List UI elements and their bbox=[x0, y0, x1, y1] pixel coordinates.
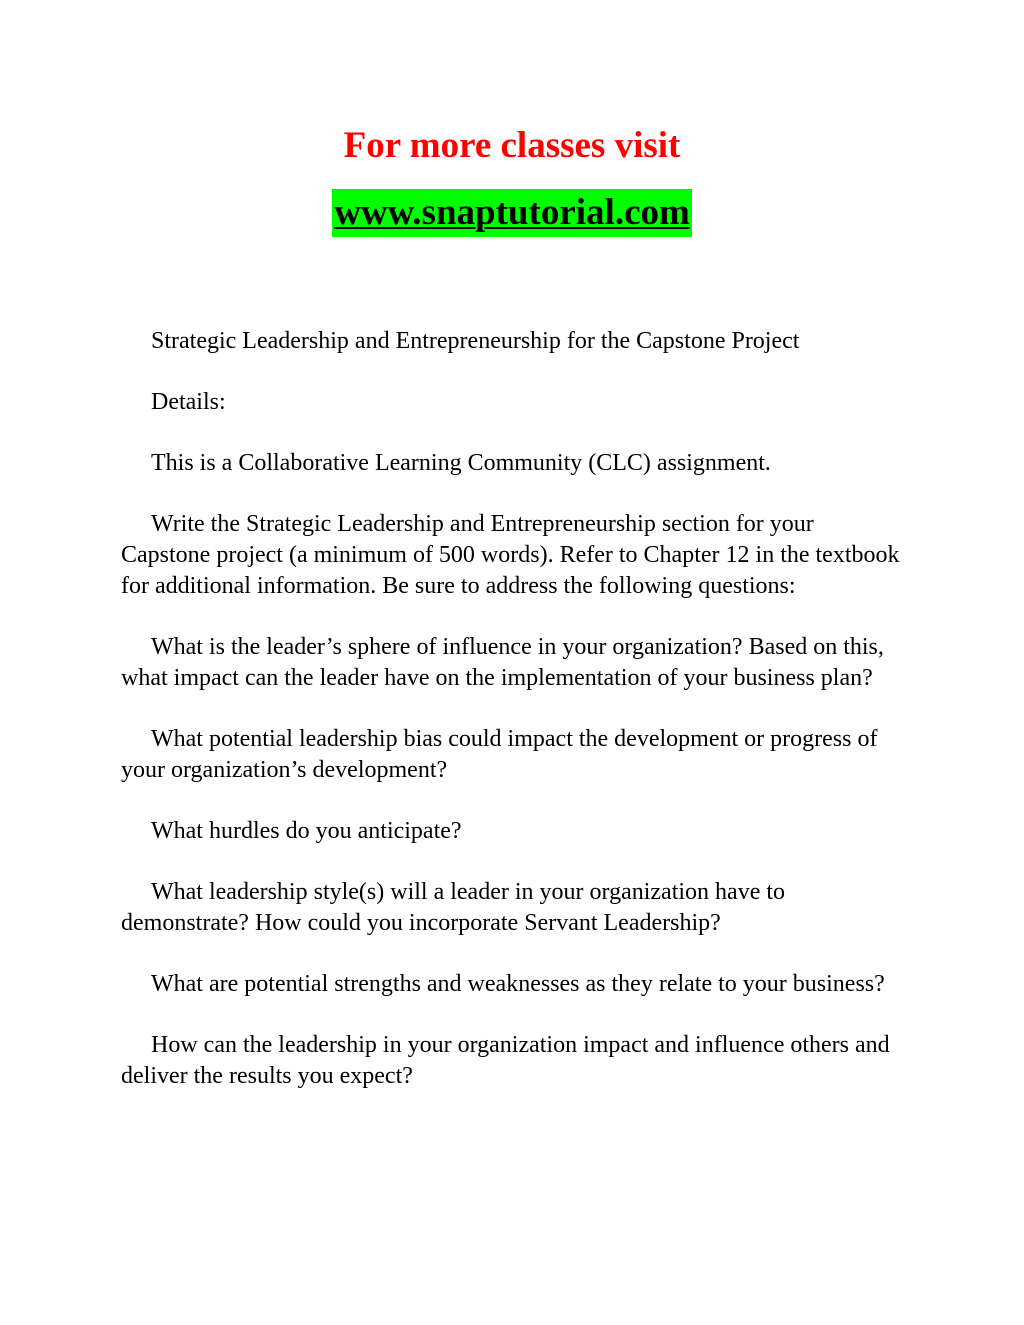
assignment-type-paragraph: This is a Collaborative Learning Community (CLC) assignment. bbox=[151, 450, 771, 476]
question-impact-influence: How can the leadership in your organization impact and influence others and deliver the results you expect? bbox=[121, 1032, 890, 1089]
document-title-paragraph: Strategic Leadership and Entrepreneurship for the Capstone Project bbox=[151, 328, 800, 354]
website-link[interactable]: www.snaptutorial.com bbox=[332, 189, 692, 237]
question-leadership-style: What leadership style(s) will a leader in your organization have to demonstrate? How could you incorporate Servant Leadership? bbox=[121, 879, 786, 936]
promo-heading: For more classes visit bbox=[343, 125, 681, 166]
question-leadership-bias: What potential leadership bias could impact the development or progress of your organization’s development? bbox=[121, 726, 878, 783]
question-strengths-weaknesses: What are potential strengths and weaknesses as they relate to your business? bbox=[151, 971, 885, 997]
question-sphere-of-influence: What is the leader’s sphere of influence in your organization? Based on this, what impact can the leader have on the implementation of your business plan? bbox=[121, 634, 884, 691]
promo-link-container bbox=[0, 189, 1024, 237]
document-body bbox=[121, 326, 901, 1122]
question-hurdles: What hurdles do you anticipate? bbox=[151, 818, 462, 844]
details-label: Details: bbox=[151, 389, 226, 415]
instructions-paragraph: Write the Strategic Leadership and Entrepreneurship section for your Capstone project (a minimum of 500 words). Refer to Chapter 12 in the textbook for additional information. Be sure to address the following questions: bbox=[121, 511, 900, 599]
